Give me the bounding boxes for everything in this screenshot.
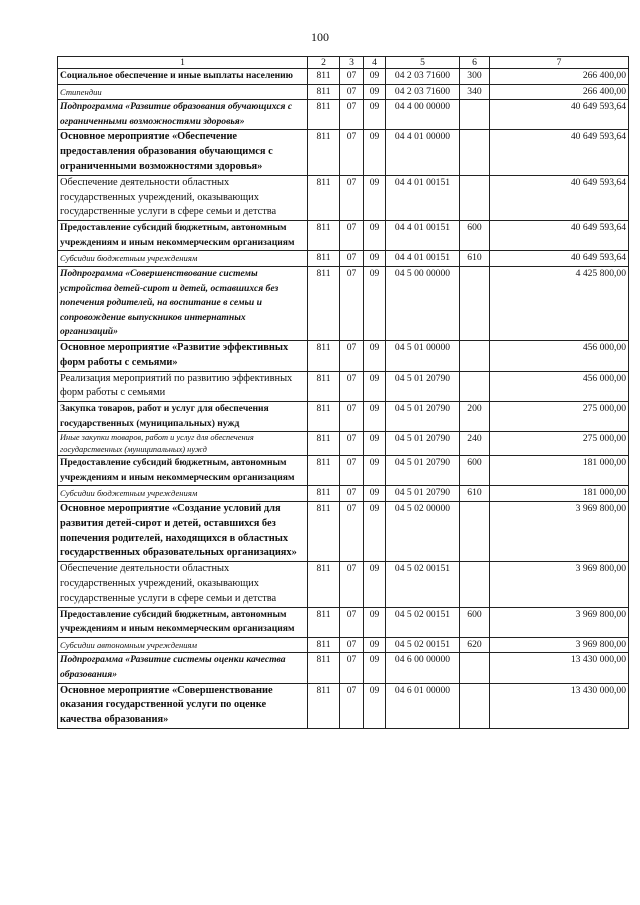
header-cell: 3: [340, 57, 364, 69]
row-name-cell: Субсидии автономным учреждениям: [58, 637, 308, 653]
ministry-code-cell: 811: [308, 221, 340, 251]
expense-type-cell: 600: [460, 607, 490, 637]
target-article-cell: 04 5 01 20790: [386, 371, 460, 402]
section-code-cell: 07: [340, 130, 364, 175]
expense-type-cell: 300: [460, 69, 490, 85]
target-article-cell: 04 5 02 00151: [386, 607, 460, 637]
header-cell: 6: [460, 57, 490, 69]
row-name-cell: Основное мероприятие «Создание условий для развития детей-сирот и детей, оставшихся без попечения родителей, находящихся в областных государственных образовательных организациях»: [58, 502, 308, 562]
expense-type-cell: [460, 653, 490, 683]
section-code-cell: 07: [340, 371, 364, 402]
ministry-code-cell: 811: [308, 683, 340, 728]
amount-cell: 266 400,00: [490, 69, 629, 85]
expense-type-cell: 610: [460, 486, 490, 502]
amount-cell: 3 969 800,00: [490, 562, 629, 607]
subsection-code-cell: 09: [364, 502, 386, 562]
amount-cell: 3 969 800,00: [490, 637, 629, 653]
table-row: [58, 69, 629, 85]
expense-type-cell: [460, 130, 490, 175]
row-name-cell: Подпрограмма «Развитие системы оценки качества образования»: [58, 653, 308, 683]
amount-cell: 13 430 000,00: [490, 683, 629, 728]
ministry-code-cell: 811: [308, 251, 340, 267]
subsection-code-cell: 09: [364, 683, 386, 728]
table-row: [58, 130, 629, 175]
table-row: [58, 502, 629, 562]
row-name-cell: Субсидии бюджетным учреждениям: [58, 486, 308, 502]
target-article-cell: 04 4 01 00151: [386, 251, 460, 267]
subsection-code-cell: 09: [364, 69, 386, 85]
target-article-cell: 04 4 01 00151: [386, 221, 460, 251]
ministry-code-cell: 811: [308, 100, 340, 130]
ministry-code-cell: 811: [308, 637, 340, 653]
subsection-code-cell: 09: [364, 432, 386, 456]
amount-cell: 181 000,00: [490, 456, 629, 486]
ministry-code-cell: 811: [308, 84, 340, 100]
table-row: [58, 402, 629, 432]
page-number: 100: [311, 30, 329, 44]
subsection-code-cell: 09: [364, 607, 386, 637]
section-code-cell: 07: [340, 266, 364, 340]
header-cell: 1: [58, 57, 308, 69]
section-code-cell: 07: [340, 100, 364, 130]
amount-cell: 456 000,00: [490, 371, 629, 402]
amount-cell: 3 969 800,00: [490, 502, 629, 562]
amount-cell: 275 000,00: [490, 432, 629, 456]
subsection-code-cell: 09: [364, 100, 386, 130]
section-code-cell: 07: [340, 486, 364, 502]
table-row: [58, 607, 629, 637]
amount-cell: 4 425 800,00: [490, 266, 629, 340]
target-article-cell: 04 5 02 00000: [386, 502, 460, 562]
ministry-code-cell: 811: [308, 69, 340, 85]
table-row: [58, 100, 629, 130]
budget-table: [57, 56, 629, 729]
amount-cell: 40 649 593,64: [490, 175, 629, 220]
subsection-code-cell: 09: [364, 637, 386, 653]
amount-cell: 13 430 000,00: [490, 653, 629, 683]
target-article-cell: 04 5 00 00000: [386, 266, 460, 340]
table-row: [58, 221, 629, 251]
section-code-cell: 07: [340, 607, 364, 637]
amount-cell: 40 649 593,64: [490, 100, 629, 130]
amount-cell: 456 000,00: [490, 340, 629, 371]
target-article-cell: 04 4 01 00000: [386, 130, 460, 175]
expense-type-cell: [460, 340, 490, 371]
subsection-code-cell: 09: [364, 402, 386, 432]
row-name-cell: Предоставление субсидий бюджетным, автономным учреждениям и иным некоммерческим организациям: [58, 456, 308, 486]
subsection-code-cell: 09: [364, 486, 386, 502]
expense-type-cell: [460, 562, 490, 607]
ministry-code-cell: 811: [308, 607, 340, 637]
row-name-cell: Основное мероприятие «Обеспечение предоставления образования обучающимся с ограниченными возможностями здоровья»: [58, 130, 308, 175]
expense-type-cell: 600: [460, 456, 490, 486]
section-code-cell: 07: [340, 683, 364, 728]
ministry-code-cell: 811: [308, 340, 340, 371]
table-row: [58, 251, 629, 267]
table-row: [58, 456, 629, 486]
section-code-cell: 07: [340, 456, 364, 486]
target-article-cell: 04 5 02 00151: [386, 637, 460, 653]
header-cell: 4: [364, 57, 386, 69]
amount-cell: 40 649 593,64: [490, 130, 629, 175]
table-row: [58, 266, 629, 340]
target-article-cell: 04 5 01 00000: [386, 340, 460, 371]
row-name-cell: Субсидии бюджетным учреждениям: [58, 251, 308, 267]
subsection-code-cell: 09: [364, 340, 386, 371]
header-cell: 5: [386, 57, 460, 69]
table-row: [58, 683, 629, 728]
header-cell: 2: [308, 57, 340, 69]
amount-cell: 266 400,00: [490, 84, 629, 100]
ministry-code-cell: 811: [308, 653, 340, 683]
expense-type-cell: [460, 683, 490, 728]
target-article-cell: 04 5 01 20790: [386, 402, 460, 432]
section-code-cell: 07: [340, 562, 364, 607]
ministry-code-cell: 811: [308, 175, 340, 220]
ministry-code-cell: 811: [308, 266, 340, 340]
row-name-cell: Закупка товаров, работ и услуг для обеспечения государственных (муниципальных) нужд: [58, 402, 308, 432]
section-code-cell: 07: [340, 221, 364, 251]
row-name-cell: Реализация мероприятий по развитию эффективных форм работы с семьями: [58, 371, 308, 402]
section-code-cell: 07: [340, 502, 364, 562]
expense-type-cell: 600: [460, 221, 490, 251]
subsection-code-cell: 09: [364, 221, 386, 251]
ministry-code-cell: 811: [308, 486, 340, 502]
section-code-cell: 07: [340, 69, 364, 85]
row-name-cell: Основное мероприятие «Совершенствование оказания государственной услуги по оценке качества образования»: [58, 683, 308, 728]
header-cell: 7: [490, 57, 629, 69]
ministry-code-cell: 811: [308, 562, 340, 607]
subsection-code-cell: 09: [364, 130, 386, 175]
subsection-code-cell: 09: [364, 266, 386, 340]
target-article-cell: 04 6 01 00000: [386, 683, 460, 728]
ministry-code-cell: 811: [308, 371, 340, 402]
row-name-cell: Предоставление субсидий бюджетным, автономным учреждениям и иным некоммерческим организациям: [58, 607, 308, 637]
expense-type-cell: [460, 100, 490, 130]
target-article-cell: 04 6 00 00000: [386, 653, 460, 683]
section-code-cell: 07: [340, 432, 364, 456]
expense-type-cell: 200: [460, 402, 490, 432]
row-name-cell: Обеспечение деятельности областных государственных учреждений, оказывающих государственные услуги в сфере семьи и детства: [58, 175, 308, 220]
target-article-cell: 04 5 01 20790: [386, 486, 460, 502]
table-row: [58, 432, 629, 456]
section-code-cell: 07: [340, 637, 364, 653]
section-code-cell: 07: [340, 84, 364, 100]
section-code-cell: 07: [340, 402, 364, 432]
amount-cell: 40 649 593,64: [490, 251, 629, 267]
expense-type-cell: [460, 175, 490, 220]
header-row: [58, 57, 629, 69]
target-article-cell: 04 5 01 20790: [386, 456, 460, 486]
table-row: [58, 371, 629, 402]
ministry-code-cell: 811: [308, 456, 340, 486]
section-code-cell: 07: [340, 175, 364, 220]
subsection-code-cell: 09: [364, 456, 386, 486]
table-row: [58, 637, 629, 653]
subsection-code-cell: 09: [364, 175, 386, 220]
expense-type-cell: 610: [460, 251, 490, 267]
subsection-code-cell: 09: [364, 251, 386, 267]
target-article-cell: 04 2 03 71600: [386, 69, 460, 85]
table-row: [58, 653, 629, 683]
table-row: [58, 340, 629, 371]
row-name-cell: Стипендии: [58, 84, 308, 100]
expense-type-cell: 620: [460, 637, 490, 653]
row-name-cell: Социальное обеспечение и иные выплаты населению: [58, 69, 308, 85]
table-row: [58, 175, 629, 220]
subsection-code-cell: 09: [364, 84, 386, 100]
row-name-cell: Иные закупки товаров, работ и услуг для обеспечения государственных (муниципальных) нужд: [58, 432, 308, 456]
target-article-cell: 04 5 02 00151: [386, 562, 460, 607]
ministry-code-cell: 811: [308, 432, 340, 456]
target-article-cell: 04 4 00 00000: [386, 100, 460, 130]
target-article-cell: 04 2 03 71600: [386, 84, 460, 100]
section-code-cell: 07: [340, 653, 364, 683]
table-row: [58, 486, 629, 502]
amount-cell: 181 000,00: [490, 486, 629, 502]
ministry-code-cell: 811: [308, 402, 340, 432]
table-row: [58, 562, 629, 607]
subsection-code-cell: 09: [364, 653, 386, 683]
row-name-cell: Подпрограмма «Совершенствование системы устройства детей-сирот и детей, оставшихся без попечения родителей, на воспитание в семьи и сопровождение выпускников интернатных организаций»: [58, 266, 308, 340]
ministry-code-cell: 811: [308, 502, 340, 562]
amount-cell: 275 000,00: [490, 402, 629, 432]
row-name-cell: Предоставление субсидий бюджетным, автономным учреждениям и иным некоммерческим организациям: [58, 221, 308, 251]
target-article-cell: 04 4 01 00151: [386, 175, 460, 220]
row-name-cell: Подпрограмма «Развитие образования обучающихся с ограниченными возможностями здоровья»: [58, 100, 308, 130]
expense-type-cell: [460, 371, 490, 402]
expense-type-cell: 240: [460, 432, 490, 456]
expense-type-cell: [460, 502, 490, 562]
row-name-cell: Обеспечение деятельности областных государственных учреждений, оказывающих государственные услуги в сфере семьи и детства: [58, 562, 308, 607]
subsection-code-cell: 09: [364, 562, 386, 607]
amount-cell: 40 649 593,64: [490, 221, 629, 251]
table-row: [58, 84, 629, 100]
section-code-cell: 07: [340, 251, 364, 267]
ministry-code-cell: 811: [308, 130, 340, 175]
expense-type-cell: 340: [460, 84, 490, 100]
subsection-code-cell: 09: [364, 371, 386, 402]
expense-type-cell: [460, 266, 490, 340]
row-name-cell: Основное мероприятие «Развитие эффективных форм работы с семьями»: [58, 340, 308, 371]
amount-cell: 3 969 800,00: [490, 607, 629, 637]
section-code-cell: 07: [340, 340, 364, 371]
target-article-cell: 04 5 01 20790: [386, 432, 460, 456]
